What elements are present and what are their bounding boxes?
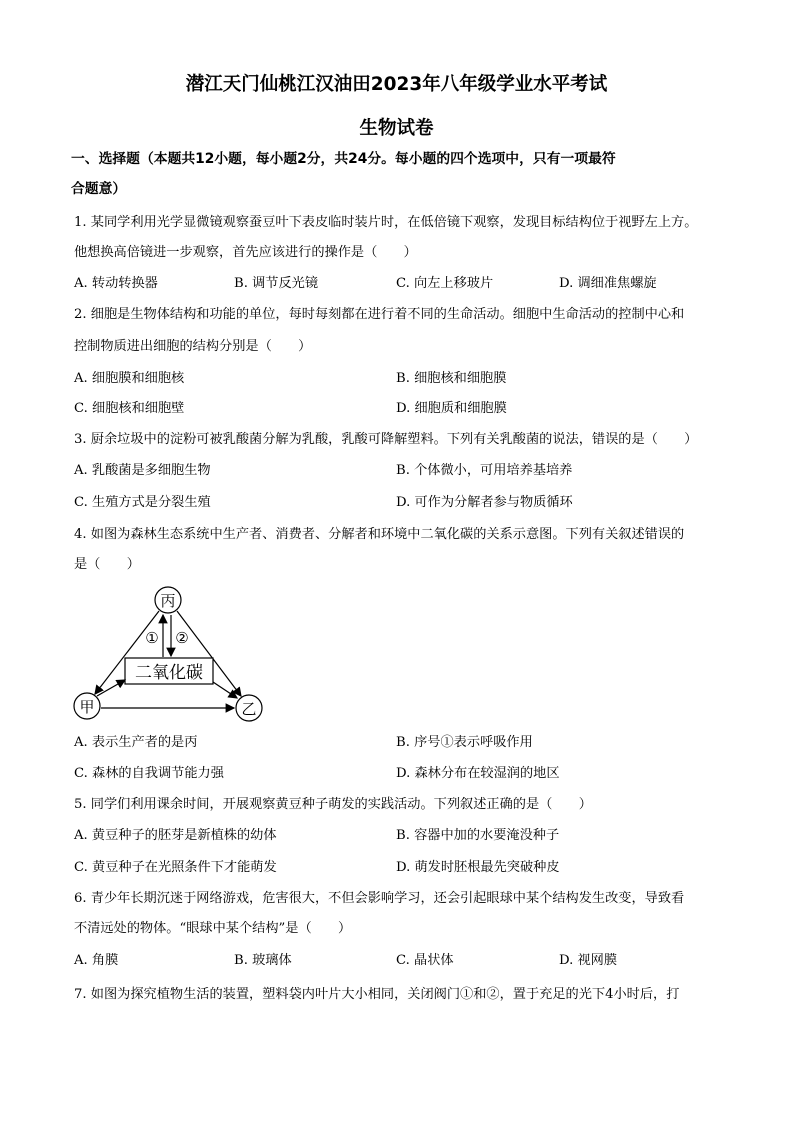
q6-option-c: C. 晶状体 [396, 953, 454, 968]
q6-stem-line1: 6. 青少年长期沉迷于网络游戏，危害很大，不但会影响学习，还会引起眼球中某个结构发生改变，导致看 [74, 891, 685, 906]
q3-option-d: D. 可作为分解者参与物质循环 [396, 495, 573, 510]
q4-option-a: A. 表示生产者的是丙 [74, 735, 198, 750]
label-2: ② [175, 629, 189, 647]
section-heading-line1: 一、选择题（本题共12小题，每小题2分，共24分。每小题的四个选项中，只有一项最符 [71, 151, 616, 167]
q3-stem-line1: 3. 厨余垃圾中的淀粉可被乳酸菌分解为乳酸，乳酸可降解塑料。下列有关乳酸菌的说法，错误的是（ ） [74, 432, 698, 447]
q1-stem-line2: 他想换高倍镜进一步观察，首先应该进行的操作是（ ） [74, 245, 417, 260]
q1-option-d: D. 调细准焦螺旋 [559, 276, 657, 291]
section-heading-line2: 合题意） [71, 181, 127, 197]
q2-stem-line1: 2. 细胞是生物体结构和功能的单位，每时每刻都在进行着不同的生命活动。细胞中生命活动的控制中心和 [74, 307, 685, 322]
q2-option-a: A. 细胞膜和细胞核 [74, 371, 185, 386]
carbon-cycle-diagram [70, 586, 280, 726]
q2-option-d: D. 细胞质和细胞膜 [396, 401, 507, 416]
q4-stem-line1: 4. 如图为森林生态系统中生产者、消费者、分解者和环境中二氧化碳的关系示意图。下列有关叙述错误的 [74, 527, 685, 542]
q3-option-a: A. 乳酸菌是多细胞生物 [74, 463, 211, 478]
q6-stem-line2: 不清远处的物体。“眼球中某个结构”是（ ） [74, 921, 352, 936]
q2-stem-line2: 控制物质进出细胞的结构分别是（ ） [74, 339, 312, 354]
q1-stem-line1: 1. 某同学利用光学显微镜观察蚕豆叶下表皮临时装片时，在低倍镜下观察，发现目标结构位于视野左上方。 [74, 215, 698, 230]
q1-option-c: C. 向左上移玻片 [396, 276, 494, 291]
exam-title: 潜江天门仙桃江汉油田2023年八年级学业水平考试 [185, 74, 608, 95]
q6-option-a: A. 角膜 [74, 953, 119, 968]
arrow-co2-to-right [213, 682, 237, 698]
q3-option-b: B. 个体微小，可用培养基培养 [396, 463, 573, 478]
q2-option-c: C. 细胞核和细胞壁 [74, 401, 185, 416]
q5-option-c: C. 黄豆种子在光照条件下才能萌发 [74, 860, 277, 875]
label-1: ① [145, 629, 159, 647]
q3-option-c: C. 生殖方式是分裂生殖 [74, 495, 211, 510]
exam-subtitle: 生物试卷 [359, 118, 434, 139]
q5-option-b: B. 容器中加的水要淹没种子 [396, 828, 560, 843]
co2-label: 二氧化碳 [135, 663, 203, 683]
q6-option-b: B. 玻璃体 [234, 953, 292, 968]
q4-stem-line2: 是（ ） [74, 557, 140, 572]
q2-option-b: B. 细胞核和细胞膜 [396, 371, 507, 386]
q5-option-a: A. 黄豆种子的胚芽是新植株的幼体 [74, 828, 277, 843]
q1-option-b: B. 调节反光镜 [234, 276, 319, 291]
node-left-label: 甲 [79, 698, 95, 716]
q5-option-d: D. 萌发时胚根最先突破种皮 [396, 860, 560, 875]
q6-option-d: D. 视网膜 [559, 953, 618, 968]
q4-option-b: B. 序号①表示呼吸作用 [396, 735, 533, 750]
q4-option-d: D. 森林分布在较湿润的地区 [396, 766, 560, 781]
q4-option-c: C. 森林的自我调节能力强 [74, 766, 224, 781]
q5-stem-line1: 5. 同学们利用课余时间，开展观察黄豆种子萌发的实践活动。下列叙述正确的是（ ） [74, 797, 592, 812]
arrow-left-to-co2 [97, 680, 125, 696]
node-top-label: 丙 [160, 592, 176, 610]
q1-option-a: A. 转动转换器 [74, 276, 158, 291]
node-right-label: 乙 [241, 700, 257, 718]
q7-stem-line1: 7. 如图为探究植物生活的装置，塑料袋内叶片大小相同，关闭阀门①和②，置于充足的光下4小时后，打 [74, 987, 680, 1002]
